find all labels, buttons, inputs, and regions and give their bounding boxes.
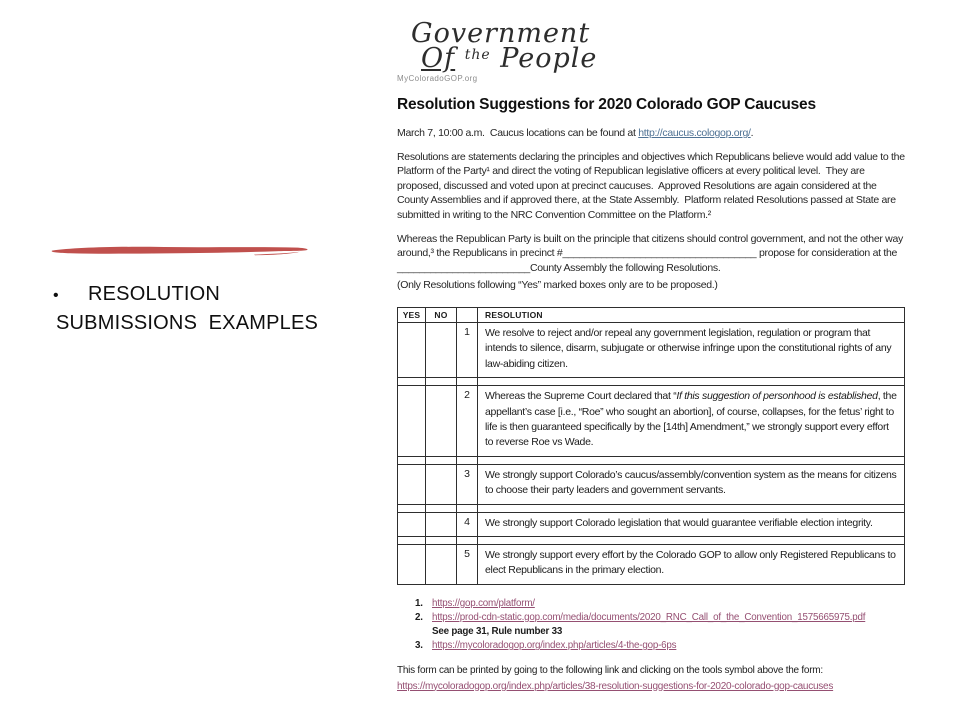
footnote-link-gop-6ps[interactable]: https://mycoloradogop.org/index.php/articles/4-the-gop-6ps bbox=[432, 640, 677, 652]
footnote-link-gop-platform[interactable]: https://gop.com/platform/ bbox=[432, 597, 535, 609]
resolution-text: We strongly support every effort by the Colorado GOP to allow only Registered Republicans to elect Republicans in the primary election. bbox=[478, 545, 905, 585]
footnote-item bbox=[415, 611, 905, 625]
logo-word-of: Of bbox=[421, 43, 456, 74]
resolution-text-part: Whereas the Supreme Court declared that “ bbox=[485, 390, 677, 403]
table-header-row bbox=[398, 307, 905, 322]
no-checkbox-cell bbox=[426, 386, 457, 457]
resolution-text bbox=[478, 386, 905, 457]
no-checkbox-cell bbox=[426, 512, 457, 536]
spacer-row bbox=[398, 504, 905, 512]
spacer-row bbox=[398, 378, 905, 386]
resolution-text: We strongly support Colorado’s caucus/assembly/convention system as the means for citizens to choose their party leaders and government servants. bbox=[478, 464, 905, 504]
no-checkbox-cell bbox=[426, 545, 457, 585]
paragraph-only-yes-note: (Only Resolutions following “Yes” marked boxes only are to be proposed.) bbox=[397, 279, 718, 292]
footnote-number: 1. bbox=[415, 597, 423, 609]
spacer-row bbox=[398, 456, 905, 464]
yes-checkbox-cell bbox=[398, 464, 426, 504]
yes-checkbox-cell bbox=[398, 512, 426, 536]
header-resolution: RESOLUTION bbox=[478, 307, 905, 322]
footnote-number: 2. bbox=[415, 611, 423, 623]
table-row bbox=[398, 386, 905, 457]
resolution-number: 1 bbox=[457, 322, 478, 377]
resolutions-table bbox=[397, 307, 905, 585]
header-no: NO bbox=[426, 307, 457, 322]
table-row bbox=[398, 545, 905, 585]
header-num bbox=[457, 307, 478, 322]
date-line-prefix: March 7, 10:00 a.m. Caucus locations can be found at bbox=[397, 127, 639, 139]
table-row bbox=[398, 322, 905, 377]
resolution-text: We strongly support Colorado legislation that would guarantee verifiable election integrity. bbox=[478, 512, 905, 536]
resolution-number: 4 bbox=[457, 512, 478, 536]
resolution-number: 3 bbox=[457, 464, 478, 504]
paragraph-resolutions-definition: Resolutions are statements declaring the principles and objectives which Republicans believe would add value to the Platform of the Party¹ and direct the voting of Republican legislative officers at every political level. They are proposed, discussed and voted upon at precinct caucuses. Approved Resolutions are again considered at the County Assemblies and if approved there, at the State Assembly. Platform related Resolutions passed at State are submitted in writing to the NRC Convention Committee on the Platform.² bbox=[397, 150, 908, 221]
header-yes: YES bbox=[398, 307, 426, 322]
print-instructions-text: This form can be printed by going to the following link and clicking on the tools symbol above the form: bbox=[397, 665, 823, 676]
resolution-number: 5 bbox=[457, 545, 478, 585]
logo-word-people: People bbox=[500, 43, 598, 74]
yes-checkbox-cell bbox=[398, 545, 426, 585]
bullet-line1-text: RESOLUTION bbox=[88, 283, 221, 305]
footnote-note: See page 31, Rule number 33 bbox=[432, 626, 563, 638]
logo-org-url: MyColoradoGOP.org bbox=[397, 74, 478, 83]
red-brush-divider bbox=[48, 242, 314, 258]
resolution-text: We resolve to reject and/or repeal any government legislation, regulation or program that intends to silence, disarm, subjugate or otherwise infringe upon the constitutional rights of any law-abiding citizen. bbox=[478, 322, 905, 377]
slide-bullet-text bbox=[53, 281, 373, 336]
date-line-suffix: . bbox=[750, 127, 754, 139]
bullet-icon: • bbox=[53, 287, 59, 304]
no-checkbox-cell bbox=[426, 464, 457, 504]
logo-word-government: Government bbox=[411, 18, 591, 49]
spacer-row bbox=[398, 537, 905, 545]
paragraph-whereas: Whereas the Republican Party is built on the principle that citizens should control government, and not the other way around,³ the Republicans in precinct #___________________________________ propose for consideration at the ________________________County Assembly the following Resolutions. bbox=[397, 232, 906, 274]
resolution-text-italic: If this suggestion of personhood is established bbox=[676, 390, 878, 403]
resolution-text-part: , the appellant’s case [i.e., “Roe” who sought an abortion], of course, collapses, for the fetus’ right to life is then guaranteed specifically by the [14th] Amendment,” we strongly support every effort to reverse Roe vs Wade. bbox=[485, 390, 897, 449]
document-title: Resolution Suggestions for 2020 Colorado GOP Caucuses bbox=[397, 96, 816, 113]
document-page bbox=[397, 18, 908, 694]
footnote-item bbox=[415, 597, 905, 611]
table-row bbox=[398, 512, 905, 536]
table-row bbox=[398, 464, 905, 504]
date-line bbox=[397, 126, 905, 141]
bullet-line2-text: SUBMISSIONS EXAMPLES bbox=[56, 312, 319, 334]
print-form-link[interactable]: https://mycoloradogop.org/index.php/articles/38-resolution-suggestions-for-2020-colorado-gop-caucuses bbox=[397, 680, 834, 692]
no-checkbox-cell bbox=[426, 322, 457, 377]
footnote-number: 3. bbox=[415, 640, 423, 652]
print-instructions bbox=[397, 664, 905, 694]
footnote-item bbox=[415, 639, 905, 653]
logo-word-the: the bbox=[464, 47, 491, 63]
footnotes bbox=[397, 597, 905, 653]
footnote-link-rnc-call[interactable]: https://prod-cdn-static.gop.com/media/documents/2020_RNC_Call_of_the_Convention_1575665975.pdf bbox=[432, 611, 866, 623]
yes-checkbox-cell bbox=[398, 322, 426, 377]
caucus-locations-link[interactable]: http://caucus.cologop.org/ bbox=[638, 127, 751, 139]
resolution-number: 2 bbox=[457, 386, 478, 457]
gop-logo bbox=[397, 20, 905, 83]
yes-checkbox-cell bbox=[398, 386, 426, 457]
